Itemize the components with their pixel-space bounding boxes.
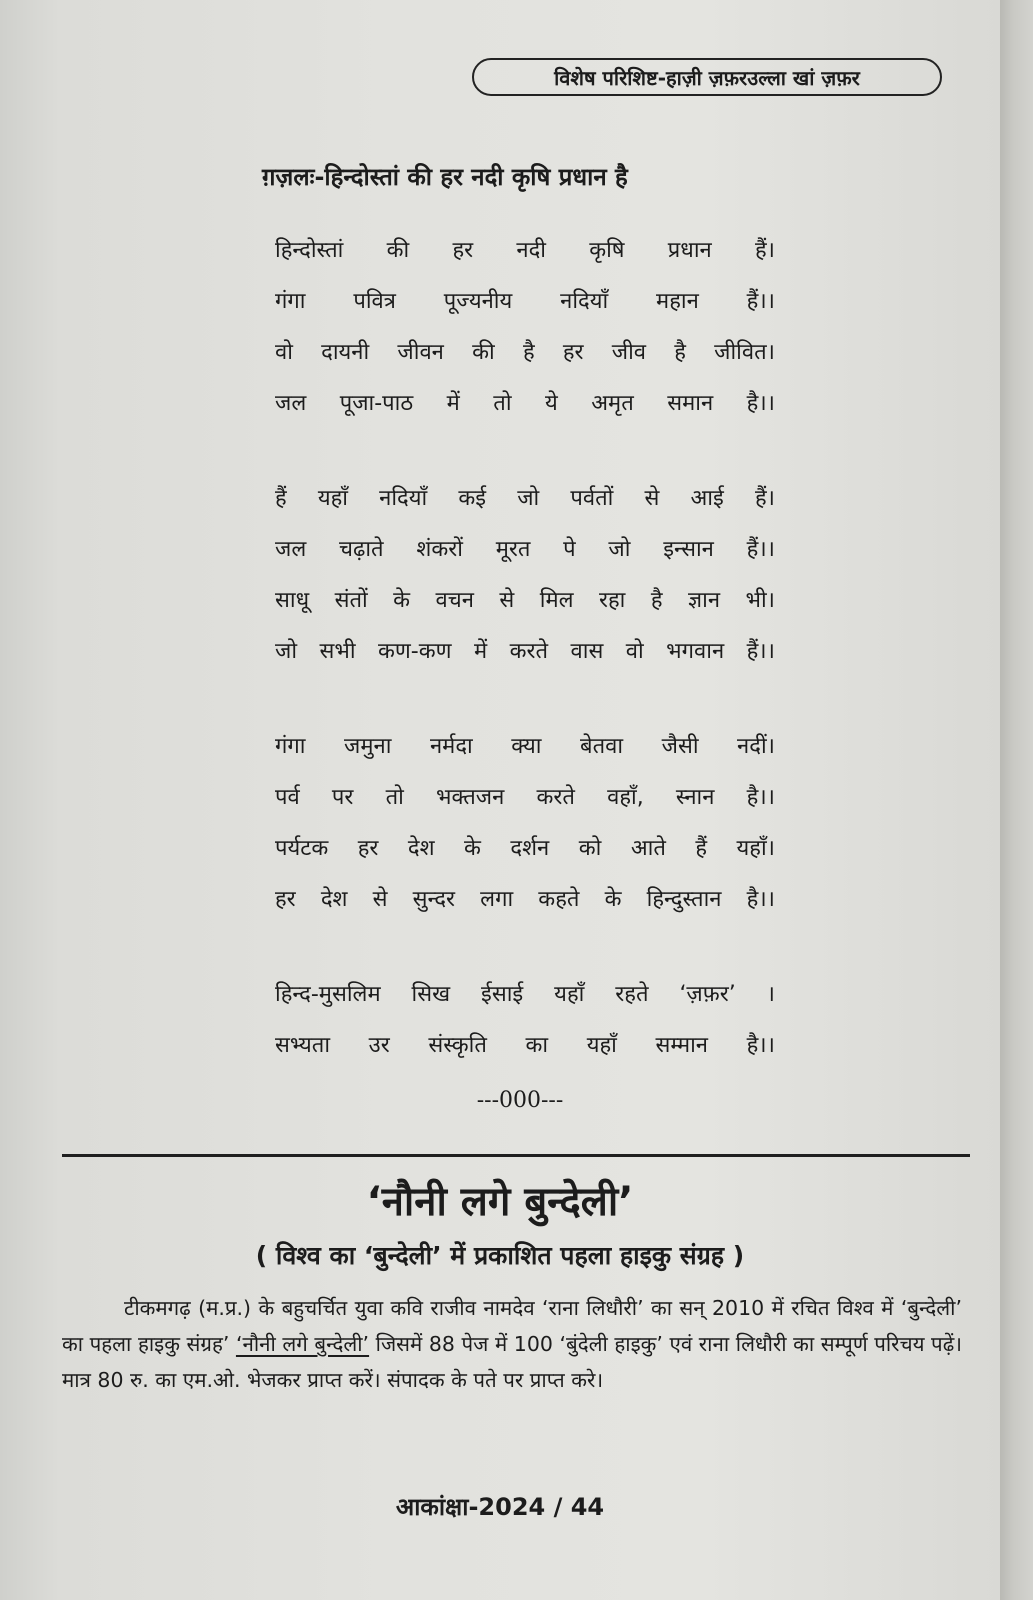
advert-book-name-underlined: ‘नौनी लगे बुन्देली’ bbox=[235, 1332, 370, 1356]
poem-end-mark: ---000--- bbox=[476, 1088, 564, 1113]
poem-line: हिन्द-मुसलिम सिख ईसाई यहाँ रहते ‘ज़फ़र’ । bbox=[275, 982, 775, 1007]
advert-description-part1: टीकमगढ़ (म.प्र.) के बहुचर्चित युवा कवि राजीव नामदेव ‘राना लिधौरी’ का सन् 2010 में रचित विश्व में ‘बुन्देली’ का पहला हाइकु संग्रह’ bbox=[62, 1296, 962, 1356]
advert-book-title: ‘नौनी लगे बुन्देली’ bbox=[366, 1179, 634, 1225]
section-divider bbox=[62, 1154, 970, 1157]
poem-line: साधू संतों के वचन से मिल रहा है ज्ञान भी। bbox=[275, 588, 775, 613]
page-footer: आकांक्षा-2024 / 44 bbox=[395, 1493, 605, 1521]
ghazal-title: ग़ज़लः-हिन्दोस्तां की हर नदी कृषि प्रधान है bbox=[262, 163, 628, 191]
advert-book-subtitle: ( विश्व का ‘बुन्देली’ में प्रकाशित पहला हाइकु संग्रह ) bbox=[255, 1241, 745, 1270]
stanza-4 bbox=[275, 969, 775, 1071]
advert-description bbox=[62, 1290, 962, 1398]
poem-line: जल चढ़ाते शंकरों मूरत पे जो इन्सान हैं।। bbox=[275, 537, 775, 562]
poem-line: हिन्दोस्तां की हर नदी कृषि प्रधान हैं। bbox=[275, 238, 775, 263]
page-edge bbox=[1000, 0, 1033, 1600]
stanza-2 bbox=[275, 473, 775, 677]
poem-line: गंगा पवित्र पूज्यनीय नदियाँ महान हैं।। bbox=[275, 289, 775, 314]
section-header-text: विशेष परिशिष्ट-हाज़ी ज़फ़रउल्ला खां ज़फ़र bbox=[554, 65, 860, 90]
ghazal-poem bbox=[275, 225, 775, 1115]
poem-line: हैं यहाँ नदियाँ कई जो पर्वतों से आई हैं। bbox=[275, 486, 775, 511]
section-header-tag bbox=[472, 58, 942, 96]
poem-line: पर्व पर तो भक्तजन करते वहाँ, स्नान है।। bbox=[275, 785, 775, 810]
stanza-3 bbox=[275, 721, 775, 925]
poem-line: जो सभी कण-कण में करते वास वो भगवान हैं।। bbox=[275, 639, 775, 664]
advert-description-part2: जिसमें 88 पेज में 100 ‘बुंदेली हाइकु’ एवं राना लिधौरी का सम्पूर्ण परिचय पढ़ें। मात्र 80 रु. का एम.ओ. भेजकर प्राप्त करें। संपादक के पते पर प्राप्त करे। bbox=[62, 1332, 963, 1392]
poem-line: गंगा जमुना नर्मदा क्या बेतवा जैसी नदीं। bbox=[275, 734, 775, 759]
poem-line: सभ्यता उर संस्कृति का यहाँ सम्मान है।। bbox=[275, 1033, 775, 1058]
poem-line: हर देश से सुन्दर लगा कहते के हिन्दुस्तान है।। bbox=[275, 887, 775, 912]
poem-line: वो दायनी जीवन की है हर जीव है जीवित। bbox=[275, 340, 775, 365]
poem-line: जल पूजा-पाठ में तो ये अमृत समान है।। bbox=[275, 391, 775, 416]
poem-line: पर्यटक हर देश के दर्शन को आते हैं यहाँ। bbox=[275, 836, 775, 861]
stanza-1 bbox=[275, 225, 775, 429]
